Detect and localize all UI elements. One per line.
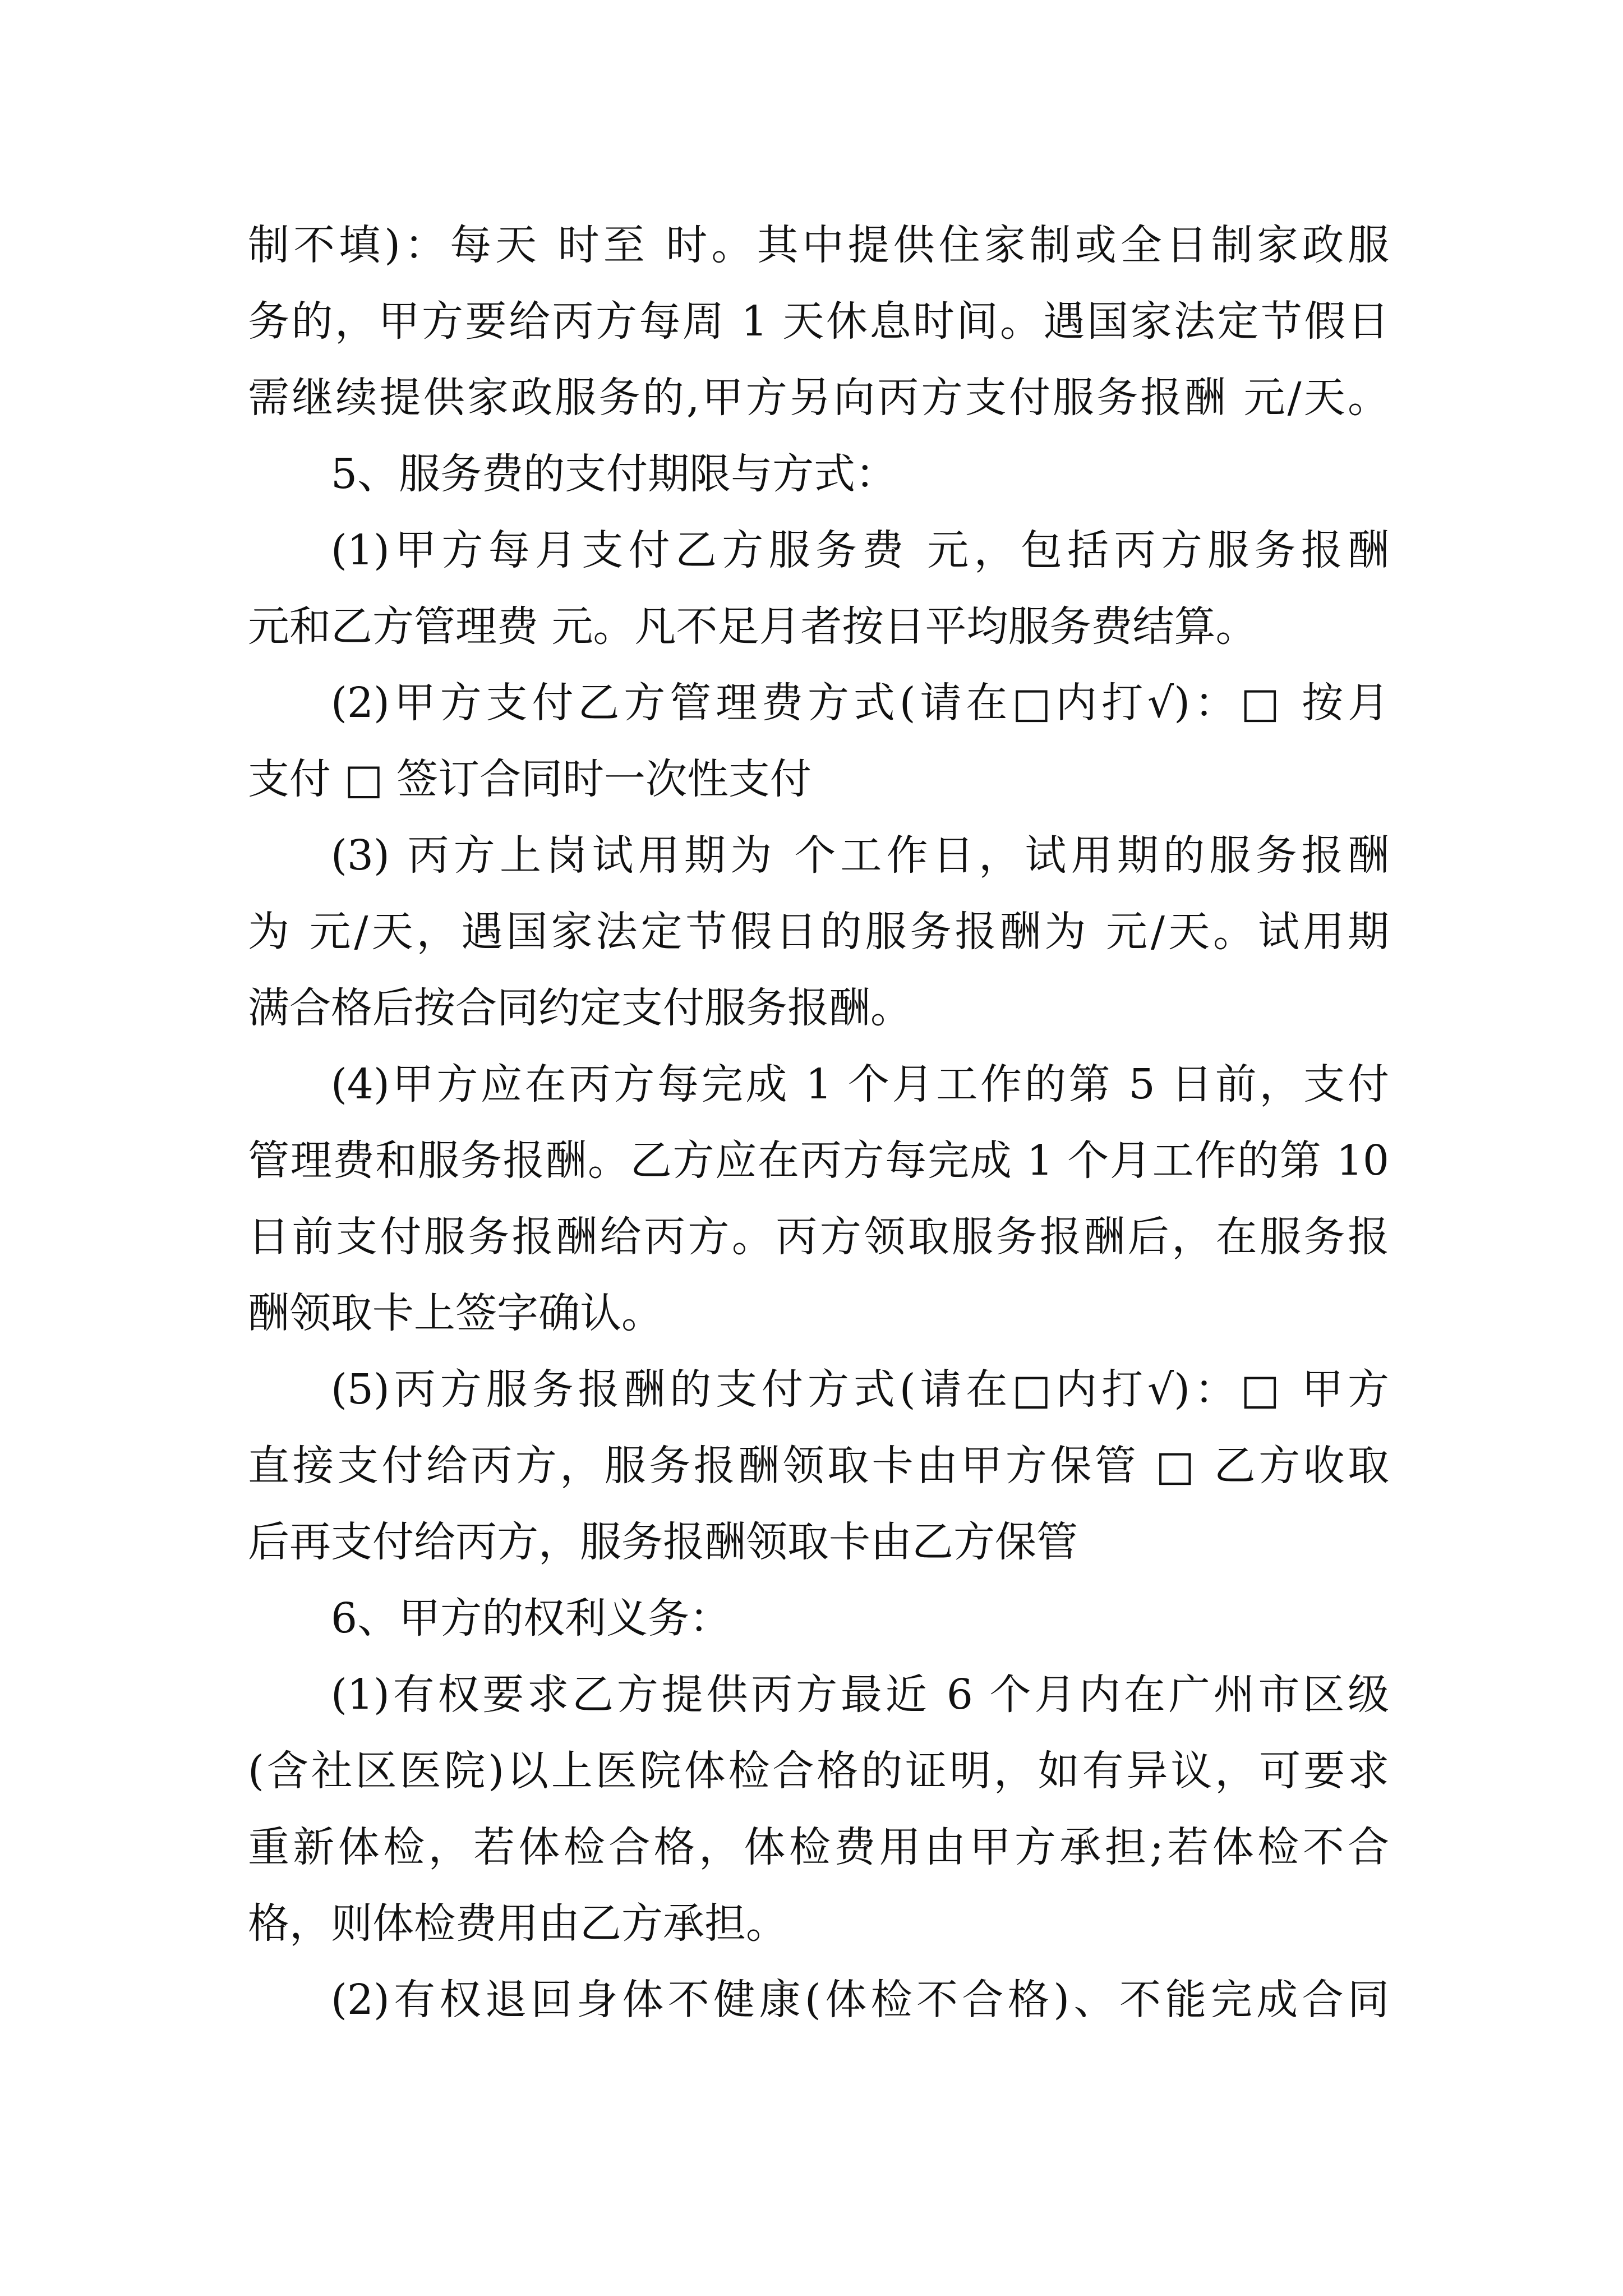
text-line: 日前支付服务报酬给丙方。丙方领取服务报酬后，在服务报: [248, 1213, 1389, 1261]
text-line: (5)丙方服务报酬的支付方式(请在□内打√)：□ 甲方: [331, 1365, 1389, 1414]
text-line: 务的，甲方要给丙方每周 1 天休息时间。遇国家法定节假日: [248, 297, 1389, 346]
text-line: 元和乙方管理费 元。凡不足月者按日平均服务费结算。: [248, 602, 1257, 651]
text-line: 制不填)：每天 时至 时。其中提供住家制或全日制家政服: [248, 221, 1389, 269]
text-line: 格，则体检费用由乙方承担。: [248, 1899, 787, 1948]
text-line: (2)甲方支付乙方管理费方式(请在□内打√)：□ 按月: [331, 679, 1389, 727]
text-line: 重新体检，若体检合格，体检费用由甲方承担;若体检不合: [248, 1823, 1389, 1871]
text-line: 为 元/天，遇国家法定节假日的服务报酬为 元/天。试用期: [248, 908, 1389, 956]
text-line: (1)甲方每月支付乙方服务费 元，包括丙方服务报酬: [331, 526, 1389, 574]
text-line: 酬领取卡上签字确认。: [248, 1289, 663, 1337]
text-line: 直接支付给丙方，服务报酬领取卡由甲方保管 □ 乙方收取: [248, 1442, 1389, 1490]
text-line: (含社区医院)以上医院体检合格的证明，如有异议，可要求: [248, 1747, 1389, 1795]
text-line: 需继续提供家政服务的,甲方另向丙方支付服务报酬 元/天。: [248, 374, 1389, 422]
text-line: (1)有权要求乙方提供丙方最近 6 个月内在广州市区级: [331, 1671, 1389, 1719]
text-line: (3) 丙方上岗试用期为 个工作日，试用期的服务报酬: [331, 831, 1389, 880]
section-heading: 5、服务费的支付期限与方式：: [331, 450, 897, 498]
text-line: 满合格后按合同约定支付服务报酬。: [248, 984, 912, 1032]
text-line: (2)有权退回身体不健康(体检不合格)、不能完成合同: [331, 1976, 1389, 2024]
section-heading: 6、甲方的权利义务：: [331, 1594, 731, 1642]
text-line: (4)甲方应在丙方每完成 1 个月工作的第 5 日前，支付: [331, 1060, 1389, 1108]
text-line: 后再支付给丙方，服务报酬领取卡由乙方保管: [248, 1518, 1078, 1566]
text-line: 管理费和服务报酬。乙方应在丙方每完成 1 个月工作的第 10: [248, 1137, 1389, 1185]
text-line: 支付 □ 签订合同时一次性支付: [248, 755, 811, 803]
